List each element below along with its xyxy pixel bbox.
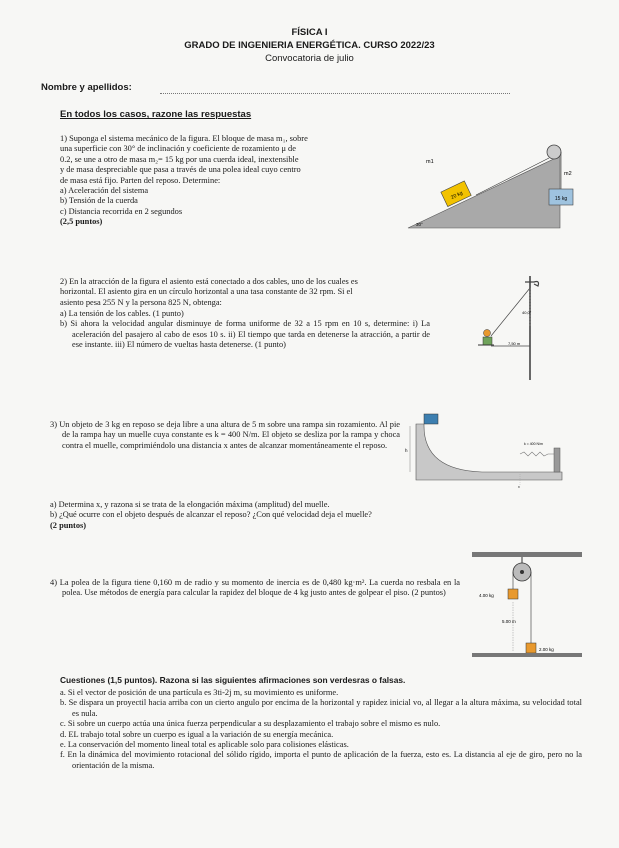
q2-line: 2) En la atracción de la figura el asiento está conectado a dos cables, uno de los cuales es: [60, 277, 358, 286]
passenger-icon: [484, 330, 491, 337]
q2-line: horizontal. El asiento gira en un círculo horizontal a una tasa constante de 32 rpm. Si el: [60, 287, 353, 297]
height-label: 5.00 m: [502, 619, 516, 624]
sliding-block: [424, 414, 438, 424]
q3-points: (2 puntos): [50, 520, 87, 530]
q3-text: 3) Un objeto de 3 kg en reposo se deja libre a una altura de 5 m sobre una rampa sin rozamiento. Al pie de la rampa hay un muelle cuya constante es k = 400 N/m. El objeto se desliza por la rampa y choca contra el muelle, comprimiéndolo una distancia x antes de alcanzar momentáneamente el reposo.: [50, 420, 400, 450]
name-line: [160, 93, 510, 94]
question-3: [50, 420, 400, 451]
floor: [472, 653, 582, 657]
q1-line: 1) Suponga el sistema mecánico de la figura. El bloque de masa m₁, sobre: [60, 134, 308, 143]
q1-line: una superficie con 30° de inclinación y coeficiente de rozamiento μ de: [60, 144, 296, 154]
exam-degree: GRADO DE INGENIERIA ENERGÉTICA. CURSO 2022/23: [184, 40, 435, 51]
q4-text: 4) La polea de la figura tiene 0,160 m de radio y su momento de inercia es de 0,480 kg·m². La cuerda no resbala en la polea. Use métodos de energía para calcular la rapidez del bloque de 4 kg justo antes de golpear el piso. (2 puntos): [50, 578, 460, 598]
questions-title: Cuestiones (1,5 puntos). Razona si las siguientes afirmaciones son verdesras o falsas.: [60, 675, 406, 685]
q2-item: a) La tensión de los cables. (1 punto): [60, 309, 184, 318]
q3-item: b) ¿Qué ocurre con el objeto después de alcanzar el reposo? ¿Con qué velocidad deja el muelle?: [50, 510, 372, 520]
question-item: e. La conservación del momento lineal total es aplicable solo para colisiones elásticas.: [60, 740, 349, 750]
spring-k-label: k = 400 N/m: [524, 442, 543, 446]
q1-points: (2,5 puntos): [60, 217, 103, 227]
block-2kg-label: 2.00 kg: [539, 647, 554, 652]
question-item: f. En la dinámica del movimiento rotacional del sólido rígido, importa el punto de aplicación de la fuerza, esto es. La distancia al eje de giro, pero no la orientación de la misma.: [60, 750, 582, 770]
carousel-figure: [470, 276, 570, 386]
q2-line: asiento pesa 255 N y la persona 825 N, obtenga:: [60, 297, 222, 307]
exam-subject: FÍSICA I: [291, 27, 328, 38]
incline-pulley-figure: [394, 134, 580, 234]
question-item: a. Si el vector de posición de una partícula es 3ti-2j m, su movimiento es uniforme.: [60, 688, 339, 697]
name-label: Nombre y apellidos: [41, 82, 129, 93]
q3-items: [50, 500, 570, 531]
q1-line: 0.2, se une a otro de masa m₂= 15 kg por una cuerda ideal, inextensible: [60, 154, 299, 164]
angle-label: 30°: [416, 222, 423, 227]
spring-icon: [520, 452, 554, 456]
block-4kg: [508, 589, 518, 599]
q1-line: de masa está fijo. Parten del reposo. Determine:: [60, 175, 221, 185]
question-item: b. Se dispara un proyectil hacia arriba con un cierto angulo por encima de la horizontal y rapidez inicial vo, al llegar a la altura máxima, su velocidad total es nula.: [60, 698, 582, 718]
question-item: d. EL trabajo total sobre un cuerpo es igual a la variación de su energía mecánica.: [60, 729, 334, 739]
exam-session: Convocatoria de julio: [265, 53, 354, 64]
m1-label: m1: [426, 159, 434, 165]
instruction: En todos los casos, razone las respuestas: [60, 109, 252, 120]
incline-surface: [408, 156, 560, 228]
questions-list: [60, 688, 582, 771]
q1-line: y de masa despreciable que pasa a través de una polea ideal cuyo centro: [60, 165, 301, 175]
q3-item: a) Determina x, y razona si se trata de la elongación máxima (amplitud) del muelle.: [50, 500, 330, 509]
seat-icon: [483, 337, 492, 345]
question-1: [60, 134, 390, 228]
cable-angle-label: 40,0°: [522, 310, 532, 315]
pulley-icon: [547, 145, 561, 159]
ceiling: [472, 552, 582, 557]
q1-item: a) Aceleración del sistema: [60, 186, 149, 196]
m2-label: m2: [564, 171, 572, 177]
q2-item: b) Si ahora la velocidad angular disminuye de forma uniforme de 32 a 15 rpm en 10 s, determine: i) La aceleración del pasajero al cabo de esos 10 s. ii) El tiempo que tarda en detenerse la atracción, a partir de ese instante. iii) El número de vueltas hasta detenerse. (1 punto): [60, 319, 430, 350]
height-label: h: [405, 448, 408, 453]
block-m2-label: 15 kg: [554, 196, 568, 202]
block-m1-label: 20 kg: [450, 190, 464, 201]
radius-label: 7,50 m: [508, 341, 521, 346]
compression-label: x: [518, 485, 520, 489]
q1-item: c) Distancia recorrida en 2 segundos: [60, 206, 183, 216]
wall: [554, 448, 560, 472]
block-4kg-label: 4.00 kg: [479, 593, 494, 598]
question-item: c. Si sobre un cuerpo actúa una única fuerza perpendicular a su desplazamiento el trabajo sobre el mismo es nulo.: [60, 719, 441, 729]
question-4: [50, 578, 460, 599]
q1-item: b) Tensión de la cuerda: [60, 196, 138, 206]
block-2kg: [526, 643, 536, 653]
question-2: [60, 277, 460, 308]
ramp-spring-figure: [402, 412, 582, 490]
pulley-blocks-figure: [472, 552, 582, 670]
name-field[interactable]: Nombre y apellidos:: [41, 82, 132, 93]
q2-items: [60, 309, 430, 351]
